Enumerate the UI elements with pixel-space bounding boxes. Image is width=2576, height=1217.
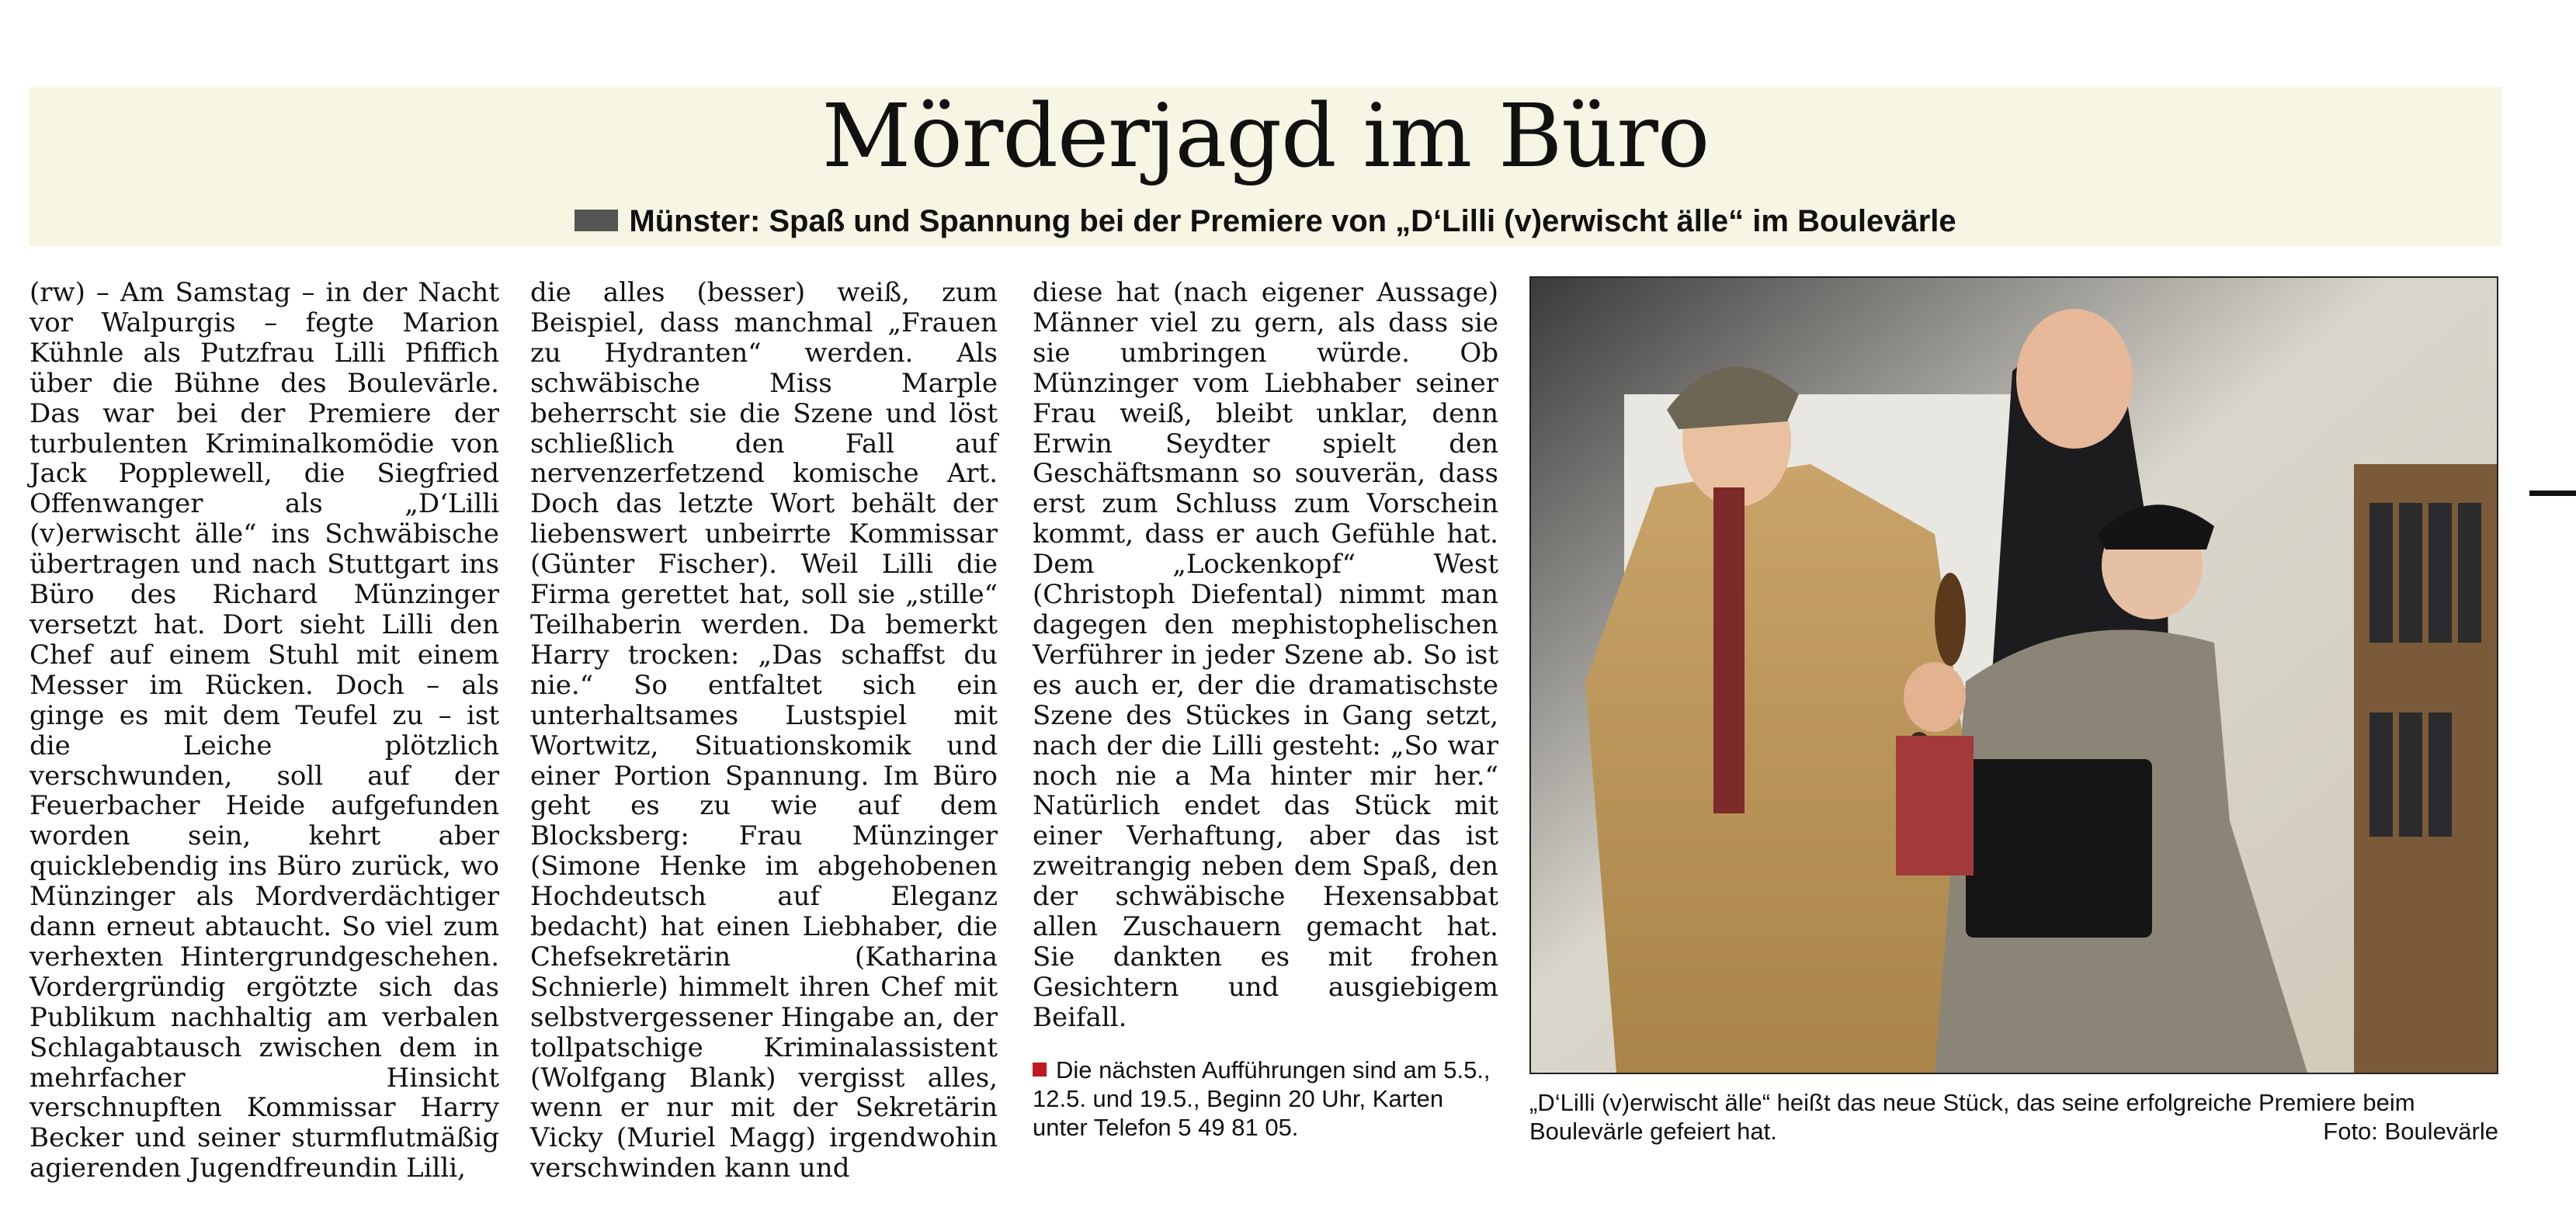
headline-banner (30, 87, 2501, 246)
article-subheadline (30, 203, 2501, 239)
column-text: (rw) – Am Samstag – in der Nacht vor Walpurgis – fegte Marion Kühnle als Putzfrau Lilli Pfiffich über die Bühne des Boulevärle. Das war bei der Premiere der turbulenten Kriminalkomödie von Jack Popplewell, die Siegfried Offenwanger als „D‘Lilli (v)erwischt älle“ ins Schwäbische übertragen und nach Stuttgart ins Büro des Richard Münzinger versetzt hat. Dort sieht Lilli den Chef auf einem Stuhl mit einem Messer im Rücken. Doch – als ginge es mit dem Teufel zu – ist die Leiche plötzlich verschwunden, soll auf der Feuerbacher Heide aufgefunden worden sein, kehrt aber quicklebendig ins Büro zurück, wo Münzinger als Mordverdächtiger dann erneut abtaucht. So viel zum verhexten Hintergrundgeschehen. Vordergründig ergötzte sich das Publikum nachhaltig am verbalen Schlagabtausch zwischen dem in mehrfacher Hinsicht verschnupften Kommissar Harry Becker und seiner sturmflutmäßig agierenden Jugendfreundin Lilli, (30, 277, 499, 1184)
article-headline: Mörderjagd im Büro (821, 86, 1710, 187)
photo-credit: Foto: Boulevärle (2323, 1118, 2498, 1145)
photo-caption: „D‘Lilli (v)erwischt älle“ heißt das neue Stück, das seine erfolgreiche Premiere beim Boulevärle gefeiert hat. (1529, 1089, 2415, 1145)
performance-info (1033, 1056, 1498, 1142)
column-text: diese hat (nach eigener Aussage) Männer viel zu gern, als dass sie sie umbringen würde. Ob Münzinger vom Liebhaber seiner Frau weiß, bleibt unklar, denn Erwin Seydter spielt den Geschäftsmann so souverän, dass erst zum Schluss zum Vorschein kommt, dass er auch Gefühle hat. Dem „Lockenkopf“ West (Christoph Diefental) nimmt man dagegen den mephistophelischen Verführer in jeder Szene ab. So ist es auch er, der die dramatischste Szene des Stückes in Gang setzt, nach der die Lilli gesteht: „So war noch nie a Ma hinter mir her.“ Natürlich endet das Stück mit einer Verhaftung, aber das ist zweitrangig neben dem Spaß, den der schwäbische Hexensabbat allen Zuschauern gemacht hat. Sie dankten es mit frohen Gesichtern und ausgiebigem Beifall. (1033, 277, 1498, 1033)
article-column-3 (1033, 278, 1498, 1033)
article-column-2 (530, 278, 998, 1184)
stage-scene-image (1531, 278, 2497, 1073)
page-edge-rule (2529, 491, 2576, 496)
article-photo (1529, 276, 2498, 1074)
info-marker-icon (1033, 1063, 1047, 1077)
article-column-1 (30, 278, 499, 1184)
column-text: die alles (besser) weiß, zum Beispiel, dass manchmal „Frauen zu Hydranten“ werden. Als schwäbische Miss Marple beherrscht sie die Szene und löst schließlich den Fall auf nervenzerfetzend komische Art. Doch das letzte Wort behält der liebenswert unbeirrte Kommissar (Günter Fischer). Weil Lilli die Firma gerettet hat, soll sie „stille“ Teilhaberin werden. Da bemerkt Harry trocken: „Das schaffst du nie.“ So entfaltet sich ein unterhaltsames Lustspiel mit Wortwitz, Situationskomik und einer Portion Spannung. Im Büro geht es zu wie auf dem Blocksberg: Frau Münzinger (Simone Henke im abgehobenen Hochdeutsch auf Eleganz bedacht) hat einen Liebhaber, die Chefsekretärin (Katharina Schnierle) himmelt ihren Chef mit selbstvergessener Hingabe an, der tollpatschige Kriminalassistent (Wolfgang Blank) vergisst alles, wenn er nur mit der Sekretärin Vicky (Muriel Magg) irgendwohin verschwinden kann und (530, 277, 998, 1184)
subheadline-text: Münster: Spaß und Spannung bei der Premiere von „D‘Lilli (v)erwischt älle“ im Boulevärle (629, 204, 1956, 238)
subheadline-marker (575, 210, 618, 231)
info-text: Die nächsten Aufführungen sind am 5.5., 12.5. und 19.5., Beginn 20 Uhr, Karten unter Telefon 5 49 81 05. (1033, 1056, 1491, 1141)
